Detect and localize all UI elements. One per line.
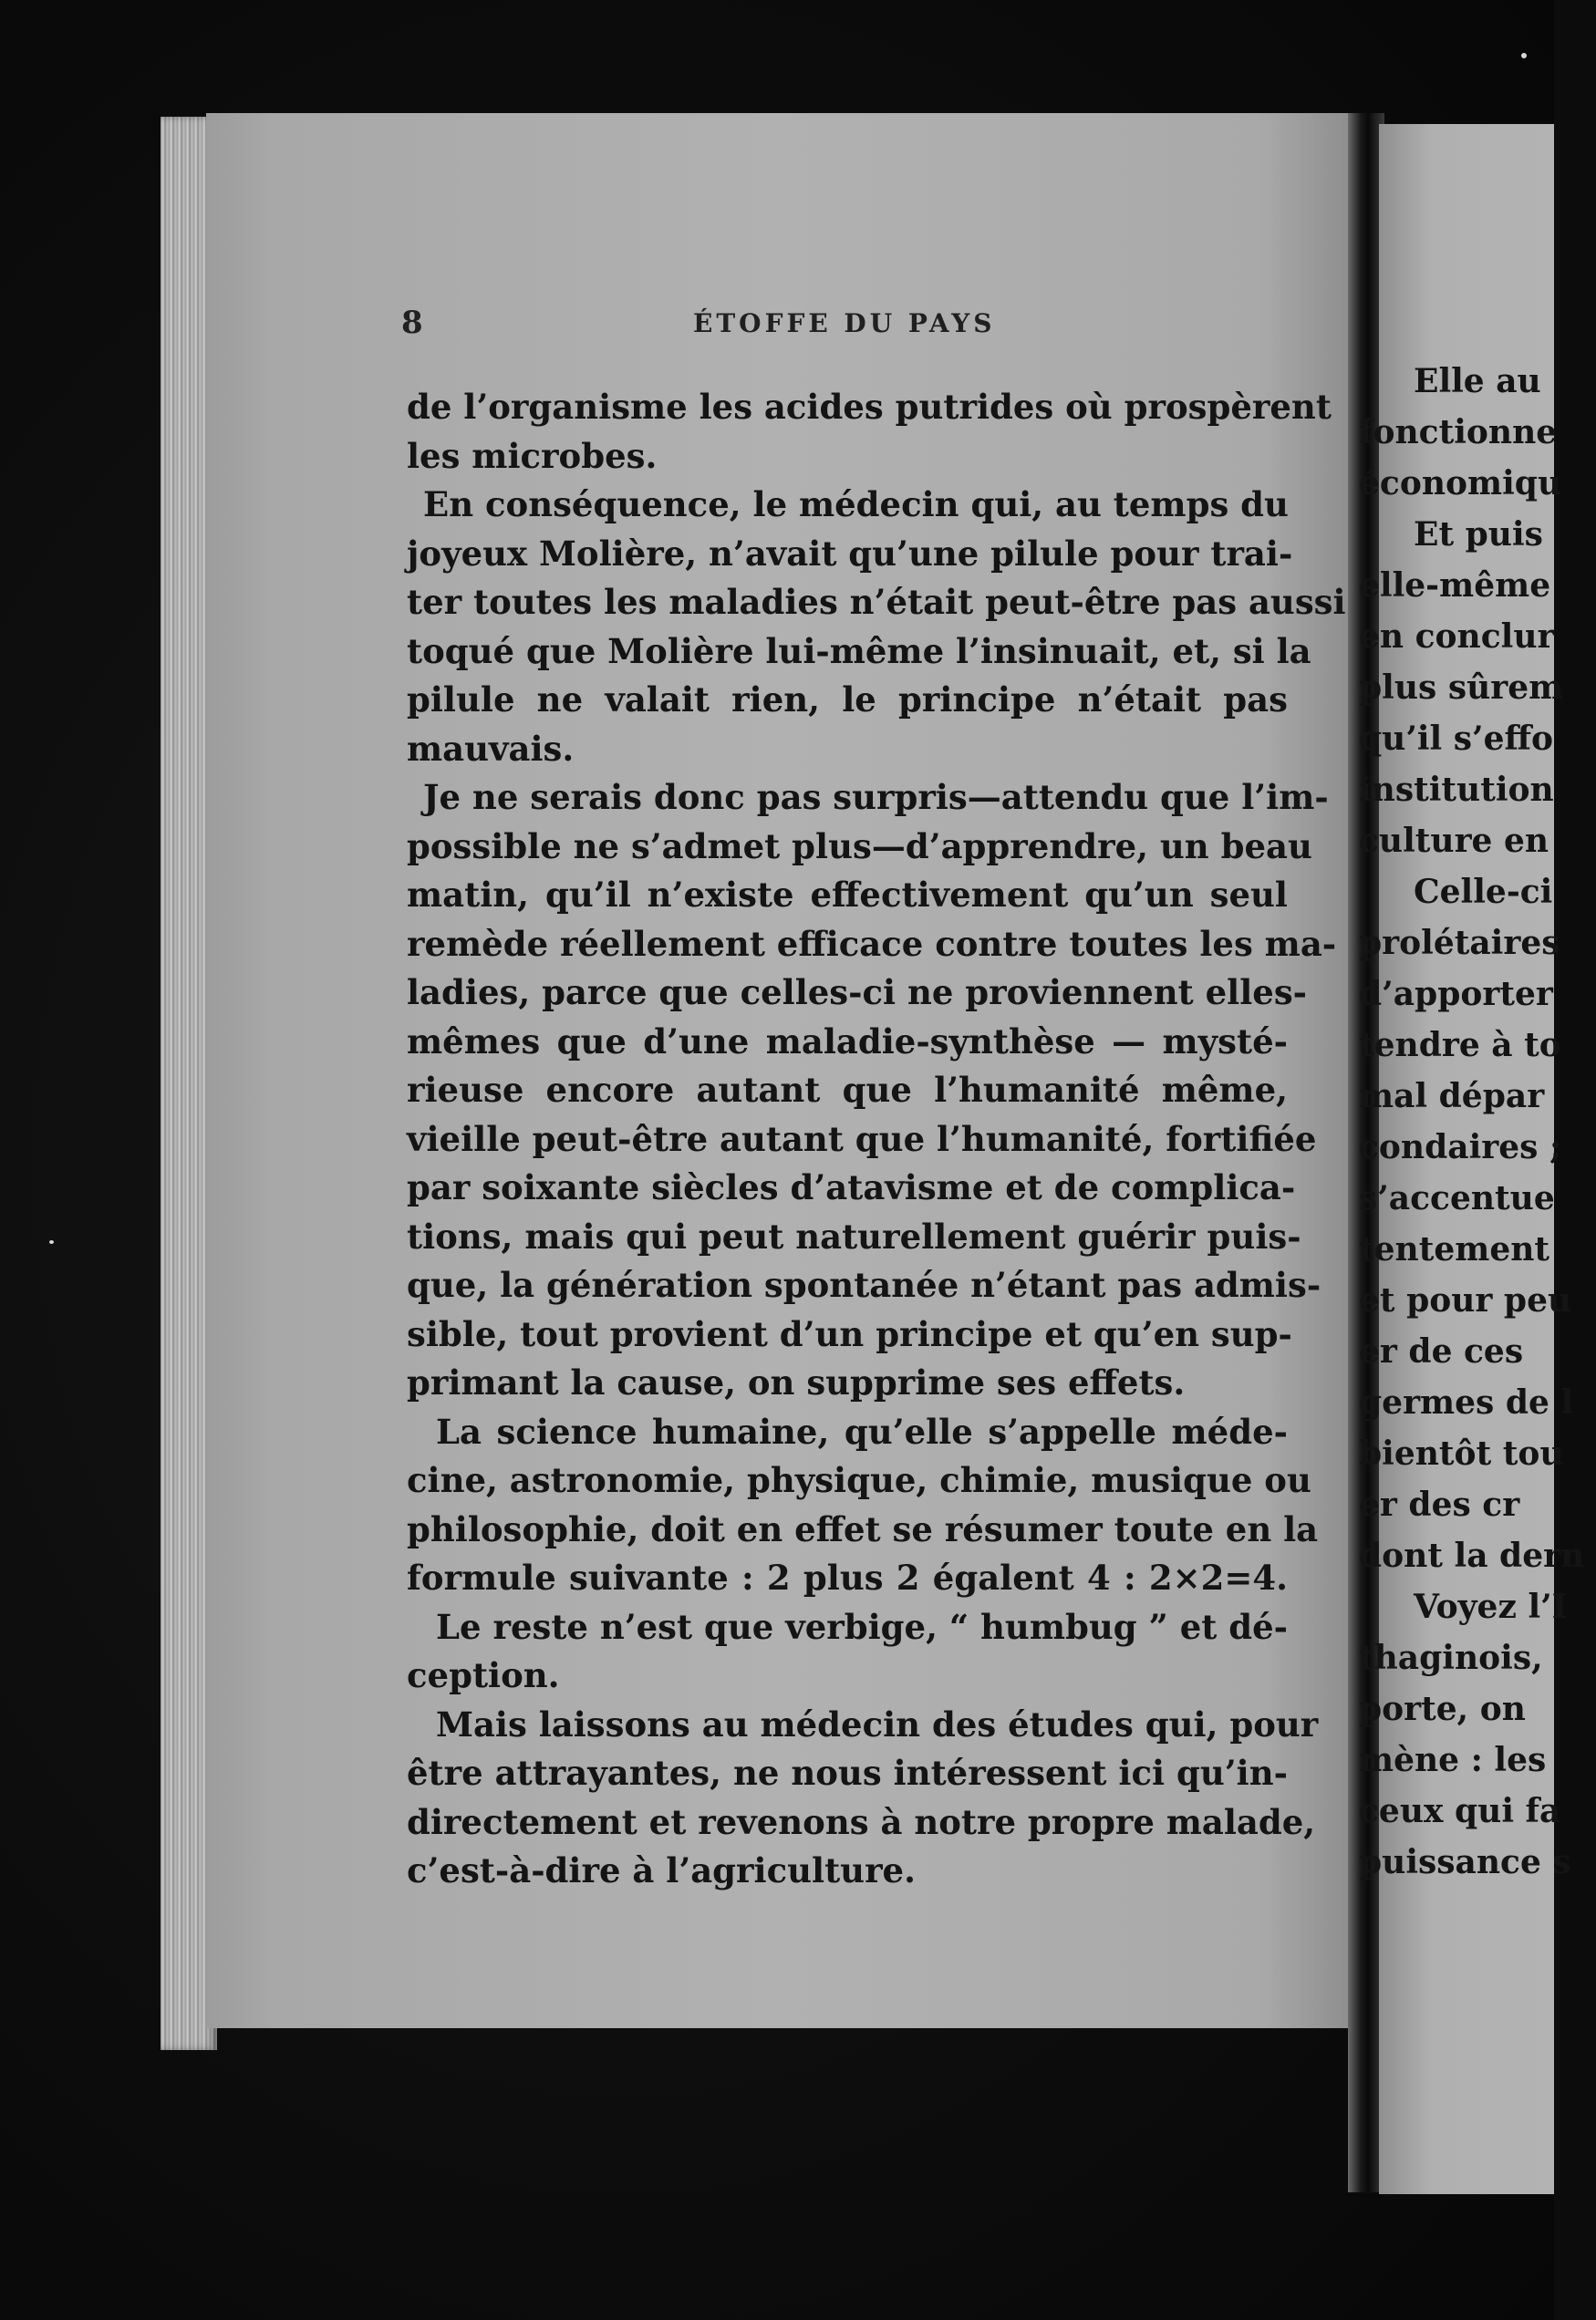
text-line: fonctionne <box>1359 413 1558 451</box>
text-line: thaginois, <box>1359 1639 1543 1677</box>
text-line: économiqu <box>1359 464 1562 502</box>
text-line: de l’organisme les acides putrides où prospèrent <box>407 387 1332 427</box>
text-line: En conséquence, le médecin qui, au temps du <box>423 484 1289 524</box>
text-line: et pour peu <box>1359 1281 1572 1320</box>
text-line: primant la cause, on supprime ses effets. <box>407 1362 1186 1403</box>
text-line: s’accentue <box>1359 1179 1555 1217</box>
text-line: qu’il s’effo <box>1359 720 1554 758</box>
running-head-title: ÉTOFFE DU PAYS <box>693 308 996 338</box>
text-line: mène : les <box>1359 1741 1547 1779</box>
text-line: les microbes. <box>407 435 658 476</box>
text-line: tions, mais qui peut naturellement guérir puis- <box>407 1216 1301 1257</box>
text-line: ception. <box>407 1655 560 1695</box>
text-line: Le reste n’est que verbige, “ humbug ” et dé- <box>436 1606 1288 1647</box>
text-line: vieille peut-être autant que l’humanité, fortifiée <box>407 1118 1317 1159</box>
text-line: sible, tout provient d’un principe et qu’en sup- <box>407 1313 1292 1354</box>
text-line: formule suivante : 2 plus 2 égalent 4 : 2×2=4. <box>407 1558 1288 1598</box>
text-line: directement et revenons à notre propre malade, <box>407 1801 1316 1842</box>
text-line: rieuse encore autant que l’humanité même, <box>407 1070 1288 1110</box>
text-line: en conclur <box>1359 617 1555 656</box>
text-line: dont la dern <box>1359 1537 1585 1575</box>
text-line: condaires ; <box>1359 1128 1562 1166</box>
text-line: prolétaires <box>1359 924 1560 962</box>
text-line: puissance s <box>1359 1843 1571 1881</box>
text-line: joyeux Molière, n’avait qu’une pilule pour trai- <box>407 533 1293 574</box>
running-head <box>206 305 1352 341</box>
film-speck <box>49 1240 54 1244</box>
text-line: c’est-à-dire à l’agriculture. <box>407 1850 916 1890</box>
text-line: culture en <box>1359 822 1549 860</box>
text-line: cine, astronomie, physique, chimie, musique ou <box>407 1460 1311 1500</box>
text-line: tendre à to <box>1359 1026 1561 1064</box>
text-line: Et puis <box>1414 515 1543 554</box>
text-line: remède réellement efficace contre toutes les ma- <box>407 923 1337 964</box>
left-page-body-text <box>407 383 1346 1896</box>
text-line: er des cr <box>1359 1486 1520 1524</box>
text-line: pilule ne valait rien, le principe n’était pas <box>407 679 1288 720</box>
film-speck <box>1521 53 1527 58</box>
right-page-body-text <box>1359 356 1596 1888</box>
text-line: er de ces <box>1359 1332 1524 1371</box>
text-line: Elle au <box>1414 362 1541 400</box>
text-line: plus sûrem <box>1359 668 1564 707</box>
text-line: bientôt tou <box>1359 1434 1564 1473</box>
page-number: 8 <box>401 305 423 341</box>
text-line: ladies, parce que celles-ci ne proviennent elles- <box>407 972 1308 1012</box>
text-line: possible ne s’admet plus—d’apprendre, un beau <box>407 825 1312 866</box>
text-line: Mais laissons au médecin des études qui, pour <box>436 1704 1319 1745</box>
text-line: porte, on <box>1359 1690 1526 1728</box>
text-line: institution <box>1359 771 1554 809</box>
text-line: mêmes que d’une maladie-synthèse — mysté- <box>407 1020 1288 1062</box>
text-line: elle-même <box>1359 566 1551 605</box>
text-line: mauvais. <box>407 728 575 769</box>
text-line: ter toutes les maladies n’était peut-être pas aussi <box>407 582 1346 622</box>
text-line: philosophie, doit en effet se résumer toute en la <box>407 1508 1319 1549</box>
text-line: tentement <box>1359 1230 1550 1269</box>
text-line: Je ne serais donc pas surpris—attendu que l’im- <box>423 777 1329 817</box>
text-line: ceux qui fa <box>1359 1792 1561 1830</box>
text-line: mal dépar <box>1359 1077 1545 1115</box>
text-line: que, la génération spontanée n’étant pas admis- <box>407 1265 1321 1305</box>
text-line: Celle-ci <box>1414 873 1553 911</box>
text-line: toqué que Molière lui-même l’insinuait, et, si la <box>407 630 1311 671</box>
text-line: être attrayantes, ne nous intéressent ici qu’in- <box>407 1753 1288 1793</box>
text-line: Voyez l’I <box>1414 1588 1568 1626</box>
text-line: germes de l <box>1359 1383 1574 1422</box>
text-line: par soixante siècles d’atavisme et de complica- <box>407 1167 1296 1207</box>
text-line: d’apporter <box>1359 975 1553 1013</box>
text-line: matin, qu’il n’existe effectivement qu’un seul <box>407 875 1288 915</box>
text-line: La science humaine, qu’elle s’appelle méde- <box>436 1411 1288 1452</box>
